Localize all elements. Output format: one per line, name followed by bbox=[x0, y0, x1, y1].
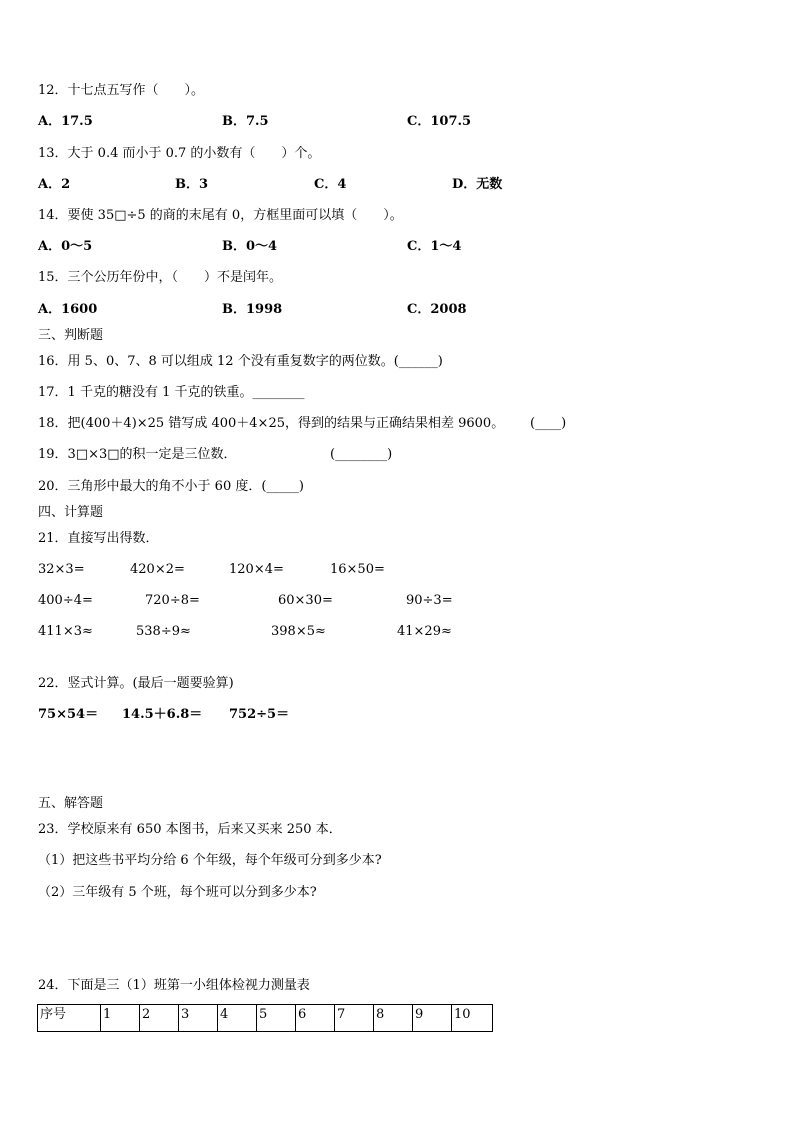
table-cell: 序号 bbox=[38, 1005, 101, 1032]
calc-item: 400÷4= bbox=[38, 593, 93, 608]
q14-option-b: B．0～4 bbox=[222, 239, 278, 254]
table-cell: 9 bbox=[413, 1005, 452, 1032]
question-16: 16．用 5、0、7、8 可以组成 12 个没有重复数字的两位数。(______) bbox=[38, 354, 443, 369]
q12-option-b: B．7.5 bbox=[222, 114, 269, 129]
vertical-calc-item: 75×54＝ bbox=[38, 707, 99, 722]
question-18-blank: (____) bbox=[530, 416, 567, 431]
table-cell: 8 bbox=[374, 1005, 413, 1032]
calc-item: 32×3= bbox=[38, 562, 85, 577]
calc-item: 420×2= bbox=[130, 562, 185, 577]
vision-table bbox=[37, 1004, 493, 1032]
question-17: 17．1 千克的糖没有 1 千克的铁重。________ bbox=[38, 385, 305, 400]
table-row bbox=[38, 1005, 493, 1032]
q15-option-a: A．1600 bbox=[38, 302, 98, 317]
section-3-heading: 三、判断题 bbox=[38, 328, 104, 343]
calc-item: 720÷8= bbox=[145, 593, 200, 608]
calc-item: 398×5≈ bbox=[271, 624, 326, 639]
table-cell: 4 bbox=[218, 1005, 257, 1032]
calc-item: 538÷9≈ bbox=[136, 624, 191, 639]
calc-item: 60×30= bbox=[278, 593, 333, 608]
question-21-stem: 21．直接写出得数． bbox=[38, 531, 159, 546]
question-15-stem: 15．三个公历年份中，（ ）不是闰年。 bbox=[38, 270, 283, 285]
question-19-stem: 19．3□×3□的积一定是三位数． bbox=[38, 447, 237, 462]
vertical-calc-item: 752÷5＝ bbox=[229, 707, 290, 722]
q13-option-c: C．4 bbox=[314, 177, 347, 192]
calc-item: 90÷3= bbox=[406, 593, 453, 608]
q13-option-b: B．3 bbox=[175, 177, 209, 192]
question-23-stem: 23．学校原来有 650 本图书，后来又买来 250 本． bbox=[38, 822, 342, 837]
question-19-blank: (________) bbox=[330, 447, 393, 462]
table-cell: 6 bbox=[296, 1005, 335, 1032]
table-cell: 1 bbox=[101, 1005, 140, 1032]
question-18-stem: 18．把(400＋4)×25 错写成 400＋4×25，得到的结果与正确结果相差 9600。 bbox=[38, 416, 505, 431]
calc-item: 41×29≈ bbox=[397, 624, 452, 639]
q12-option-c: C．107.5 bbox=[407, 114, 472, 129]
calc-item: 16×50= bbox=[330, 562, 385, 577]
q14-option-a: A．0～5 bbox=[38, 239, 93, 254]
q15-option-c: C．2008 bbox=[407, 302, 467, 317]
table-cell: 3 bbox=[179, 1005, 218, 1032]
question-23-part-1: （1）把这些书平均分给 6 个年级，每个年级可分到多少本? bbox=[38, 853, 382, 868]
table-cell: 7 bbox=[335, 1005, 374, 1032]
calc-item: 411×3≈ bbox=[38, 624, 93, 639]
question-12-stem: 12．十七点五写作（ ）。 bbox=[38, 83, 205, 98]
section-5-heading: 五、解答题 bbox=[38, 796, 104, 811]
q15-option-b: B．1998 bbox=[222, 302, 283, 317]
table-cell: 2 bbox=[140, 1005, 179, 1032]
table-cell: 10 bbox=[452, 1005, 493, 1032]
question-13-stem: 13．大于 0.4 而小于 0.7 的小数有（ ）个。 bbox=[38, 146, 321, 161]
question-23-part-2: （2）三年级有 5 个班，每个班可以分到多少本? bbox=[38, 885, 317, 900]
q13-option-d: D．无数 bbox=[452, 177, 503, 192]
q12-option-a: A．17.5 bbox=[38, 114, 93, 129]
question-24-stem: 24．下面是三（1）班第一小组体检视力测量表 bbox=[38, 978, 310, 993]
question-20: 20．三角形中最大的角不小于 60 度．(_____) bbox=[38, 479, 304, 494]
calc-item: 120×4= bbox=[229, 562, 284, 577]
question-14-stem: 14．要使 35□÷5 的商的末尾有 0，方框里面可以填（ ）。 bbox=[38, 208, 403, 223]
question-22-stem: 22．竖式计算。(最后一题要验算) bbox=[38, 676, 234, 691]
q13-option-a: A．2 bbox=[38, 177, 71, 192]
vertical-calc-item: 14.5＋6.8＝ bbox=[122, 707, 203, 722]
section-4-heading: 四、计算题 bbox=[38, 505, 104, 520]
q14-option-c: C．1～4 bbox=[407, 239, 462, 254]
table-cell: 5 bbox=[257, 1005, 296, 1032]
